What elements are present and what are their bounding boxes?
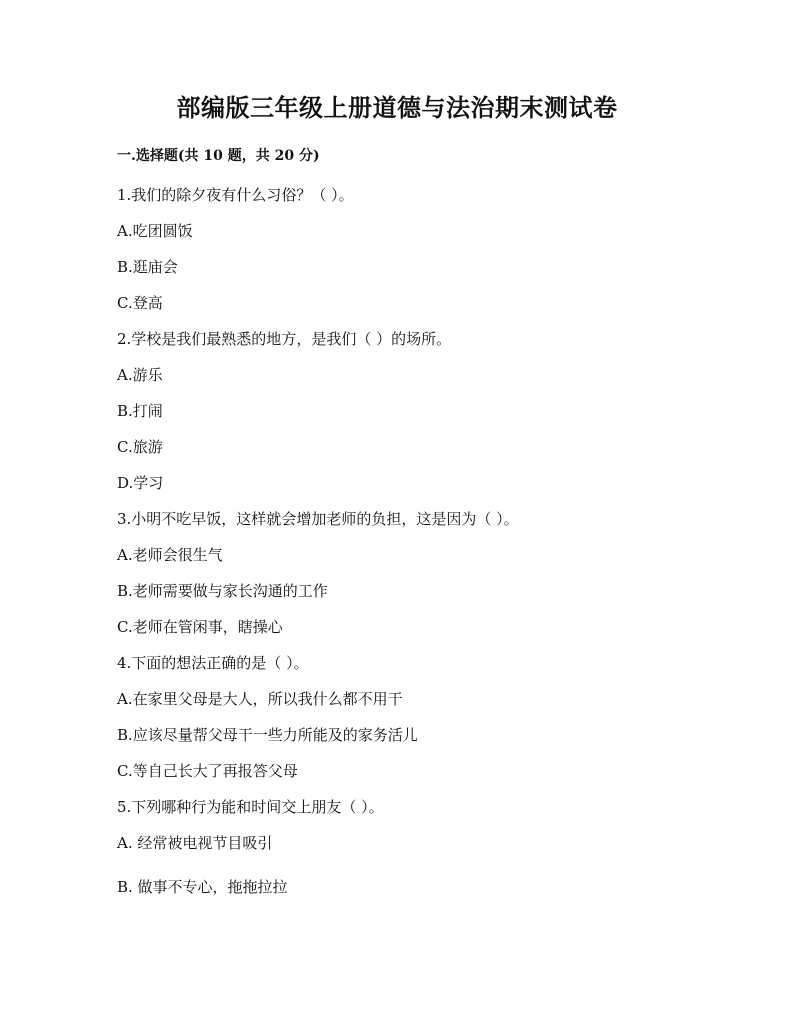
question-1-option-c: C.登高 <box>117 294 163 312</box>
question-stem-3: 3.小明不吃早饭，这样就会增加老师的负担，这是因为（ ）。 <box>117 510 519 528</box>
question-4-option-b: B.应该尽量帮父母干一些力所能及的家务活儿 <box>117 726 418 744</box>
question-2-option-b: B.打闹 <box>117 402 163 420</box>
question-3-option-a: A.老师会很生气 <box>117 546 223 564</box>
question-stem-2: 2.学校是我们最熟悉的地方，是我们（ ）的场所。 <box>117 330 452 348</box>
question-stem-1: 1.我们的除夕夜有什么习俗？（ ）。 <box>117 186 354 204</box>
page-title: 部编版三年级上册道德与法治期末测试卷 <box>176 93 618 122</box>
question-5-option-b: B. 做事不专心，拖拖拉拉 <box>117 878 288 896</box>
question-stem-5: 5.下列哪种行为能和时间交上朋友（ ）。 <box>117 798 384 816</box>
question-3-option-b: B.老师需要做与家长沟通的工作 <box>117 582 328 600</box>
question-2-option-c: C.旅游 <box>117 438 163 456</box>
section-heading: 一.选择题(共 10 题，共 20 分) <box>117 148 320 164</box>
question-1-option-a: A.吃团圆饭 <box>117 222 193 240</box>
question-list <box>117 183 677 911</box>
question-1-option-b: B.逛庙会 <box>117 258 178 276</box>
question-2-option-a: A.游乐 <box>117 366 163 384</box>
question-2-option-d: D.学习 <box>117 474 164 492</box>
question-5-option-a: A. 经常被电视节目吸引 <box>117 834 273 852</box>
question-stem-4: 4.下面的想法正确的是（ ）。 <box>117 654 309 672</box>
question-4-option-a: A.在家里父母是大人，所以我什么都不用干 <box>117 690 403 708</box>
question-4-option-c: C.等自己长大了再报答父母 <box>117 762 298 780</box>
question-3-option-c: C.老师在管闲事，瞎操心 <box>117 618 283 636</box>
